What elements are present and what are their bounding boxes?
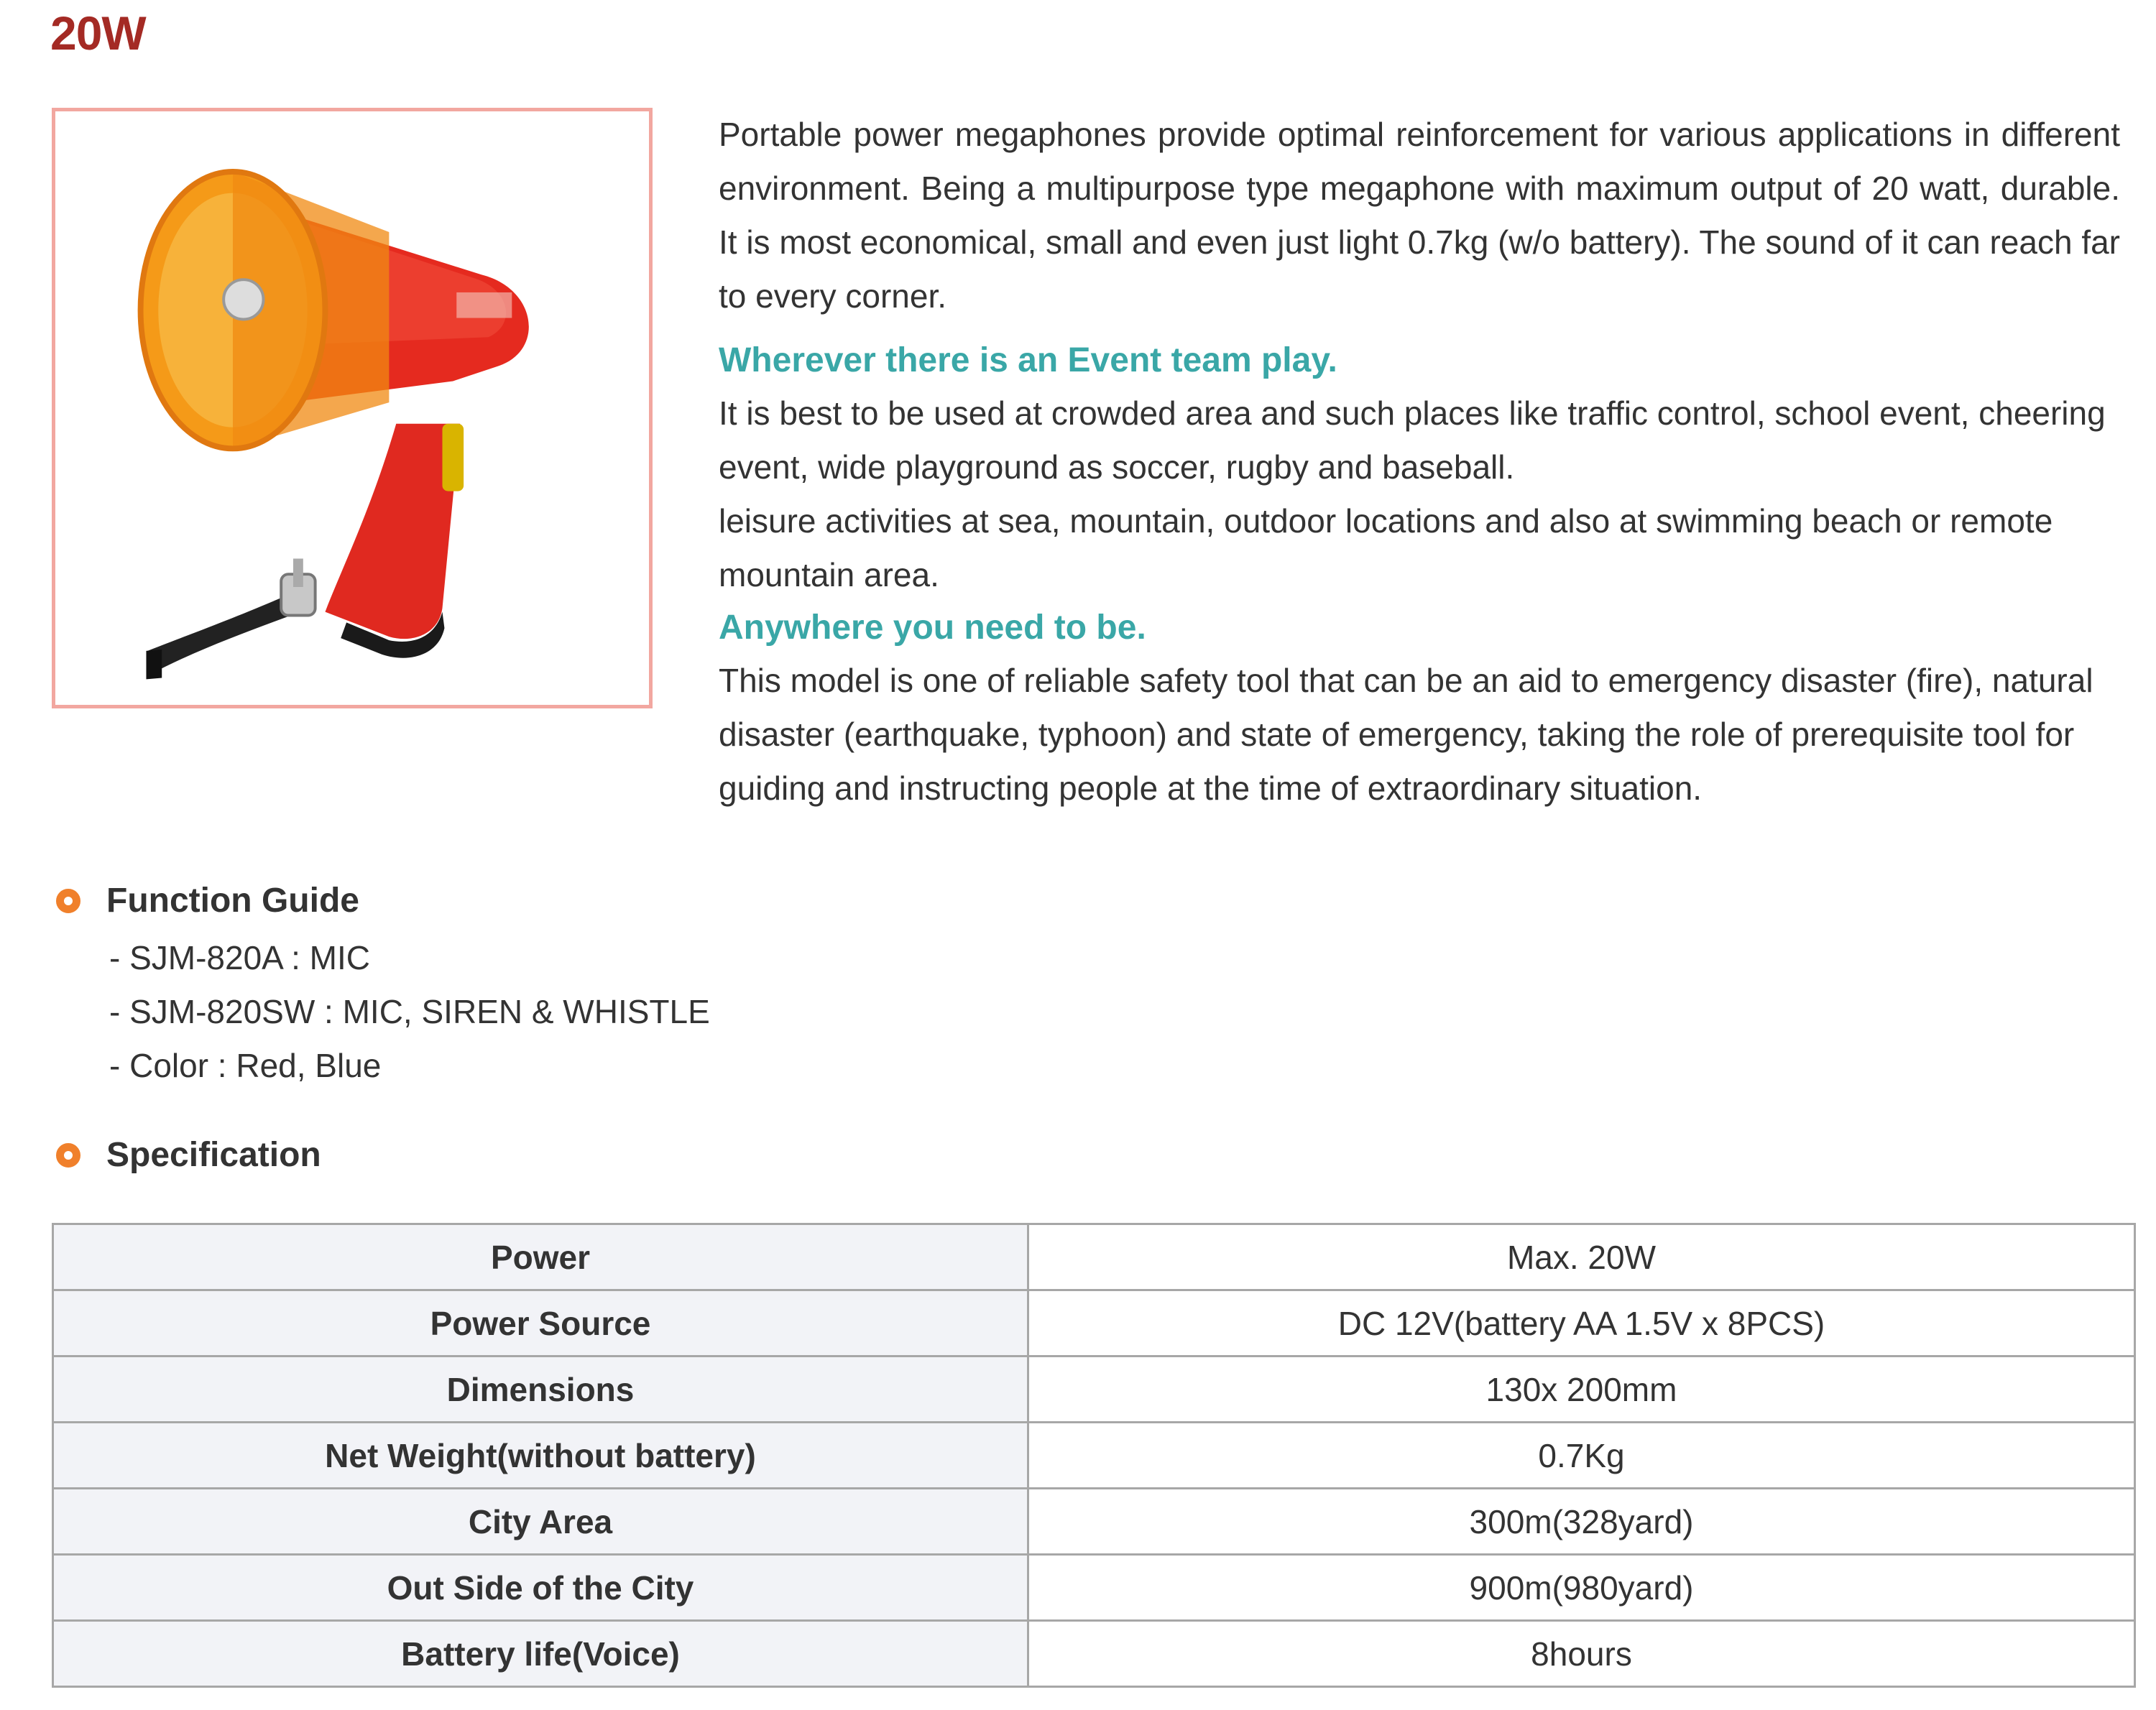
list-item: - SJM-820SW : MIC, SIREN & WHISTLE xyxy=(109,993,710,1030)
spec-value: 900m(980yard) xyxy=(1028,1555,2135,1621)
specification-title: Specification xyxy=(106,1136,321,1174)
megaphone-icon xyxy=(55,111,649,705)
spec-value: 8hours xyxy=(1028,1621,2135,1687)
table-row xyxy=(53,1489,2135,1555)
page-title: 20W xyxy=(50,6,146,60)
list-item: - Color : Red, Blue xyxy=(109,1047,382,1084)
intro-heading-1: Wherever there is an Event team play. xyxy=(719,341,1337,379)
spec-value: 300m(328yard) xyxy=(1028,1489,2135,1555)
function-guide-header xyxy=(56,881,359,920)
intro-paragraph-2: It is best to be used at crowded area and such places like traffic control, school event, cheering event, wide playground as soccer, rugby and baseball. xyxy=(719,394,2106,486)
spec-label: Out Side of the City xyxy=(53,1555,1028,1621)
intro-text xyxy=(719,108,2120,815)
intro-heading-2: Anywhere you need to be. xyxy=(719,609,1146,647)
specification-table xyxy=(52,1223,2136,1688)
function-guide-title: Function Guide xyxy=(106,882,359,920)
table-row xyxy=(53,1357,2135,1423)
circle-bullet-icon xyxy=(56,1143,80,1168)
table-row xyxy=(53,1224,2135,1290)
intro-paragraph-1: Portable power megaphones provide optimal reinforcement for various applications in different environment. Being a multipurpose type megaphone with maximum output of 20 watt, durable. It is most economical, small and even just light 0.7kg (w/o battery). The sound of it can reach far to every corner. xyxy=(719,116,2120,315)
list-item: - SJM-820A : MIC xyxy=(109,939,370,976)
specification-header xyxy=(56,1135,321,1175)
function-guide-list xyxy=(109,931,710,1093)
circle-bullet-icon xyxy=(56,889,80,913)
spec-label: Power xyxy=(53,1224,1028,1290)
spec-value: 130x 200mm xyxy=(1028,1357,2135,1423)
spec-label: Dimensions xyxy=(53,1357,1028,1423)
product-image xyxy=(52,108,653,708)
spec-value: 0.7Kg xyxy=(1028,1423,2135,1489)
spec-label: Net Weight(without battery) xyxy=(53,1423,1028,1489)
table-row xyxy=(53,1290,2135,1357)
intro-paragraph-3: leisure activities at sea, mountain, outdoor locations and also at swimming beach or remote mountain area. xyxy=(719,502,2053,593)
table-row xyxy=(53,1423,2135,1489)
intro-paragraph-4: This model is one of reliable safety tool that can be an aid to emergency disaster (fire), natural disaster (earthquake, typhoon) and state of emergency, taking the role of prerequisite tool for guiding and instructing people at the time of extraordinary situation. xyxy=(719,662,2093,807)
table-row xyxy=(53,1555,2135,1621)
table-row xyxy=(53,1621,2135,1687)
spec-label: City Area xyxy=(53,1489,1028,1555)
spec-label: Power Source xyxy=(53,1290,1028,1357)
spec-value: DC 12V(battery AA 1.5V x 8PCS) xyxy=(1028,1290,2135,1357)
spec-value: Max. 20W xyxy=(1028,1224,2135,1290)
spec-label: Battery life(Voice) xyxy=(53,1621,1028,1687)
